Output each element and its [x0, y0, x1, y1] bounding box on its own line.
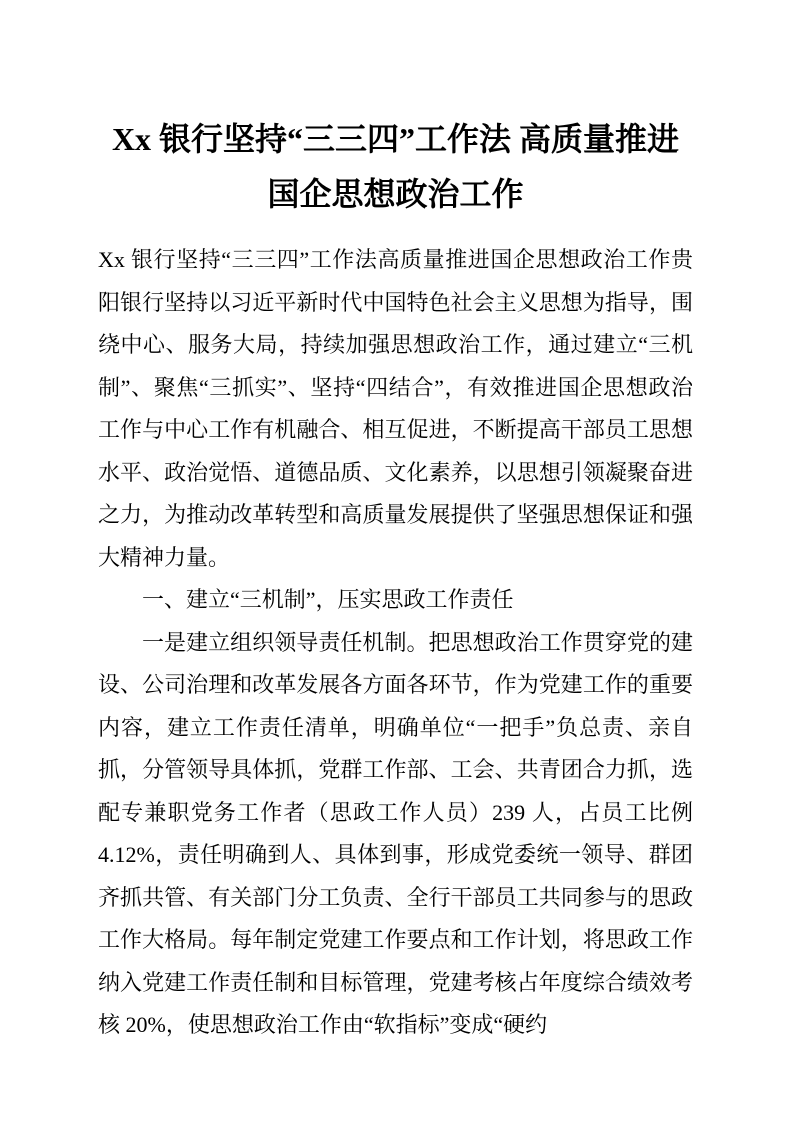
paragraph-section-body: 一是建立组织领导责任机制。把思想政治工作贯穿党的建设、公司治理和改革发展各方面各环节，作为党建工作的重要内容，建立工作责任清单，明确单位“一把手”负总责、亲自抓，分管领导具体抓，党群工作部、工会、共青团合力抓，选配专兼职党务工作者（思政工作人员）239 人，占员工比例 4.12%，责任明确到人、具体到事，形成党委统一领导、群团齐抓共管、有关部门分工负责、全行干部员工共同参与的思政工作大格局。每年制定党建工作要点和工作计划，将思政工作纳入党建工作责任制和目标管理，党建考核占年度综合绩效考核 20%，使思想政治工作由“软指标”变成“硬约 — [98, 629, 693, 1037]
document-body — [98, 239, 693, 1047]
paragraph-intro: Xx 银行坚持“三三四”工作法高质量推进国企思想政治工作贵阳银行坚持以习近平新时代中国特色社会主义思想为指导，围绕中心、服务大局，持续加强思想政治工作，通过建立“三机制”、聚焦“三抓实”、坚持“四结合”，有效推进国企思想政治工作与中心工作有机融合、相互促进，不断提高干部员工思想水平、政治觉悟、道德品质、文化素养，以思想引领凝聚奋进之力，为推动改革转型和高质量发展提供了坚强思想保证和强大精神力量。 — [98, 247, 693, 570]
paragraph-section-heading: 一、建立“三机制”，压实思政工作责任 — [142, 587, 514, 612]
document-title: Xx 银行坚持“三三四”工作法 高质量推进国企思想政治工作 — [111, 121, 680, 212]
